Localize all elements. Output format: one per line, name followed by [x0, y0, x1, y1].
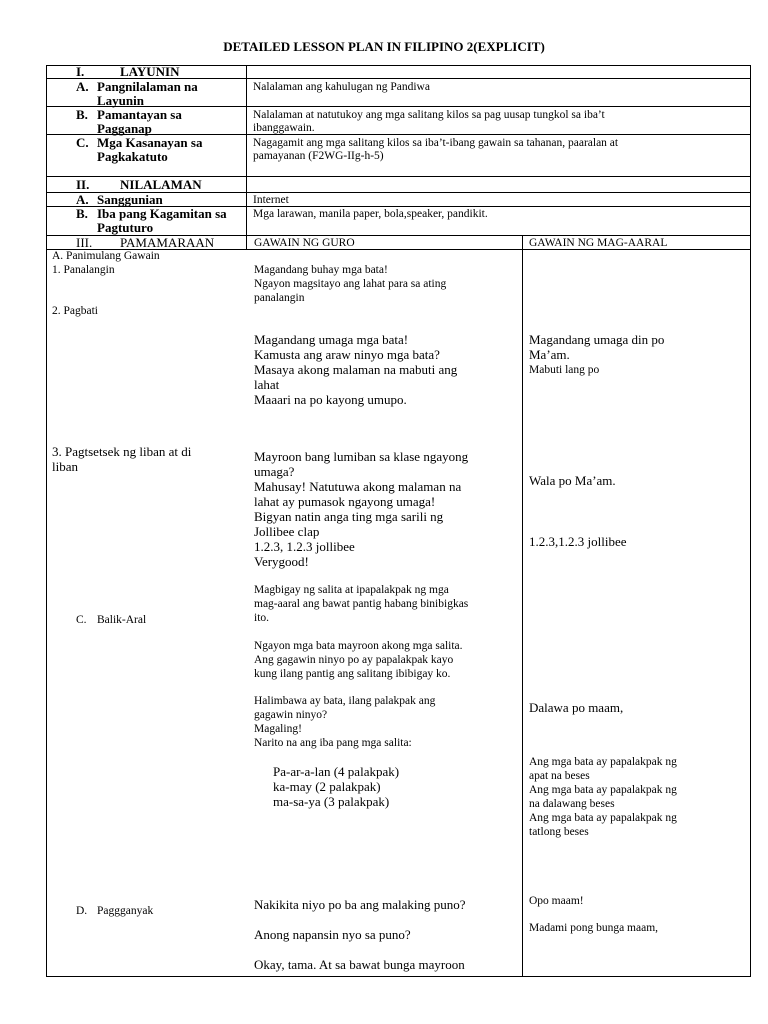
mag-aaral-line: 1.2.3,1.2.3 jollibee	[529, 534, 627, 549]
guro-line: lahat ay pumasok ngayong umaga!	[254, 494, 436, 509]
mag-aaral-line: Mabuti lang po	[529, 364, 600, 376]
guro-line: Jollibee clap	[254, 524, 320, 539]
item-letter: B.	[76, 206, 88, 221]
item-letter: B.	[76, 107, 88, 122]
column-divider	[522, 235, 523, 977]
guro-line: Ngayon mga bata mayroon akong mga salita.	[254, 640, 463, 652]
guro-line: Kamusta ang araw ninyo mga bata?	[254, 347, 440, 362]
guro-line: lahat	[254, 377, 280, 392]
section-number: II.	[76, 177, 90, 192]
guro-line: Nakikita niyo po ba ang malaking puno?	[254, 897, 466, 912]
label-kagamitan-cont: Pagtuturo	[97, 220, 154, 235]
label-pamantayan-cont: Pagganap	[97, 121, 152, 136]
value-pangnilalaman: Nalalaman ang kahulugan ng Pandiwa	[253, 81, 430, 93]
label-sanggunian: Sanggunian	[97, 192, 163, 207]
item-letter: A.	[76, 192, 89, 207]
section-heading-nilalaman: NILALAMAN	[120, 177, 202, 192]
step-pagtsetsek: 3. Pagtsetsek ng liban at di	[52, 444, 192, 459]
guro-line: panalangin	[254, 292, 305, 304]
guro-line: Magaling!	[254, 723, 302, 735]
step-letter: D.	[76, 905, 88, 917]
guro-line: Magandang umaga mga bata!	[254, 332, 409, 347]
guro-line: Okay, tama. At sa bawat bunga mayroon	[254, 957, 465, 972]
guro-line: Mayroon bang lumiban sa klase ngayong	[254, 449, 469, 464]
mag-aaral-line: Magandang umaga din po	[529, 332, 665, 347]
mag-aaral-line: Wala po Ma’am.	[529, 473, 616, 488]
guro-line: gagawin ninyo?	[254, 709, 328, 721]
guro-line: 1.2.3, 1.2.3 jollibee	[254, 539, 355, 554]
guro-line: mag-aaral ang bawat pantig habang binibigkas	[254, 598, 469, 610]
mag-aaral-line: Madami pong bunga maam,	[529, 922, 659, 934]
guro-example-word: Pa-ar-a-lan (4 palakpak)	[273, 764, 400, 779]
mag-aaral-line: na dalawang beses	[529, 798, 615, 810]
mag-aaral-line: Opo maam!	[529, 895, 584, 907]
guro-example-word: ma-sa-ya (3 palakpak)	[273, 794, 390, 809]
step-pagbati: 2. Pagbati	[52, 305, 98, 317]
step-pagganyak: Paggganyak	[97, 905, 154, 917]
guro-line: Maaari na po kayong umupo.	[254, 392, 407, 407]
label-kasanayan-cont: Pagkakatuto	[97, 149, 168, 164]
document-title: DETAILED LESSON PLAN IN FILIPINO 2(EXPLICIT)	[223, 39, 545, 54]
guro-line: kung ilang pantig ang salitang ibibigay ko.	[254, 668, 451, 680]
mag-aaral-line: tatlong beses	[529, 826, 589, 838]
guro-line: Ngayon magsitayo ang lahat para sa ating	[254, 278, 447, 290]
mag-aaral-line: Ang mga bata ay papalakpak ng	[529, 756, 677, 768]
section-number: I.	[76, 64, 85, 79]
section-heading-layunin: LAYUNIN	[120, 64, 180, 79]
item-letter: A.	[76, 79, 89, 94]
step-pagtsetsek-cont: liban	[52, 459, 78, 474]
step-panalangin: 1. Panalangin	[52, 264, 115, 276]
label-pangnilalaman-cont: Layunin	[97, 93, 144, 108]
label-pamantayan: Pamantayan sa	[97, 107, 182, 122]
step-balik-aral: Balik-Aral	[97, 614, 147, 626]
value-kasanayan-cont: pamayanan (F2WG-IIg-h-5)	[253, 150, 384, 162]
guro-line: umaga?	[254, 464, 295, 479]
value-kagamitan: Mga larawan, manila paper, bola,speaker, pandikit.	[253, 208, 488, 220]
label-kagamitan: Iba pang Kagamitan sa	[97, 206, 227, 221]
value-kasanayan: Nagagamit ang mga salitang kilos sa iba’t-ibang gawain sa tahanan, paaralan at	[253, 137, 619, 149]
label-pangnilalaman: Pangnilalaman na	[97, 79, 198, 94]
guro-line: Magandang buhay mga bata!	[254, 264, 388, 276]
mag-aaral-line: Ma’am.	[529, 347, 570, 362]
guro-example-word: ka-may (2 palakpak)	[273, 779, 381, 794]
guro-line: Halimbawa ay bata, ilang palakpak ang	[254, 695, 436, 707]
value-pamantayan: Nalalaman at natutukoy ang mga salitang kilos sa pag uusap tungkol sa iba’t	[253, 109, 605, 121]
value-sanggunian: Internet	[253, 194, 289, 206]
label-kasanayan: Mga Kasanayan sa	[97, 135, 203, 150]
item-letter: C.	[76, 135, 89, 150]
value-pamantayan-cont: ibanggawain.	[253, 122, 315, 134]
guro-line: Verygood!	[254, 554, 309, 569]
step-panimulang-gawain: A. Panimulang Gawain	[52, 250, 160, 262]
guro-line: Bigyan natin anga ting mga sarili ng	[254, 509, 444, 524]
column-divider	[246, 235, 247, 249]
section-number: III.	[76, 235, 93, 250]
mag-aaral-line: Ang mga bata ay papalakpak ng	[529, 784, 677, 796]
mag-aaral-line: apat na beses	[529, 770, 590, 782]
column-header-guro: GAWAIN NG GURO	[254, 237, 355, 249]
guro-line: ito.	[254, 612, 270, 624]
guro-line: Magbigay ng salita at ipapalakpak ng mga	[254, 584, 449, 596]
guro-line: Masaya akong malaman na mabuti ang	[254, 362, 458, 377]
mag-aaral-line: Ang mga bata ay papalakpak ng	[529, 812, 677, 824]
column-divider	[246, 65, 247, 249]
guro-line: Anong napansin nyo sa puno?	[254, 927, 411, 942]
column-header-mag-aaral: GAWAIN NG MAG-AARAL	[529, 237, 668, 249]
guro-line: Narito na ang iba pang mga salita:	[254, 737, 412, 749]
guro-line: Ang gagawin ninyo po ay papalakpak kayo	[254, 654, 454, 666]
mag-aaral-line: Dalawa po maam,	[529, 700, 624, 715]
step-letter: C.	[76, 614, 87, 626]
section-heading-pamamaraan: PAMAMARAAN	[120, 235, 215, 250]
guro-line: Mahusay! Natutuwa akong malaman na	[254, 479, 462, 494]
